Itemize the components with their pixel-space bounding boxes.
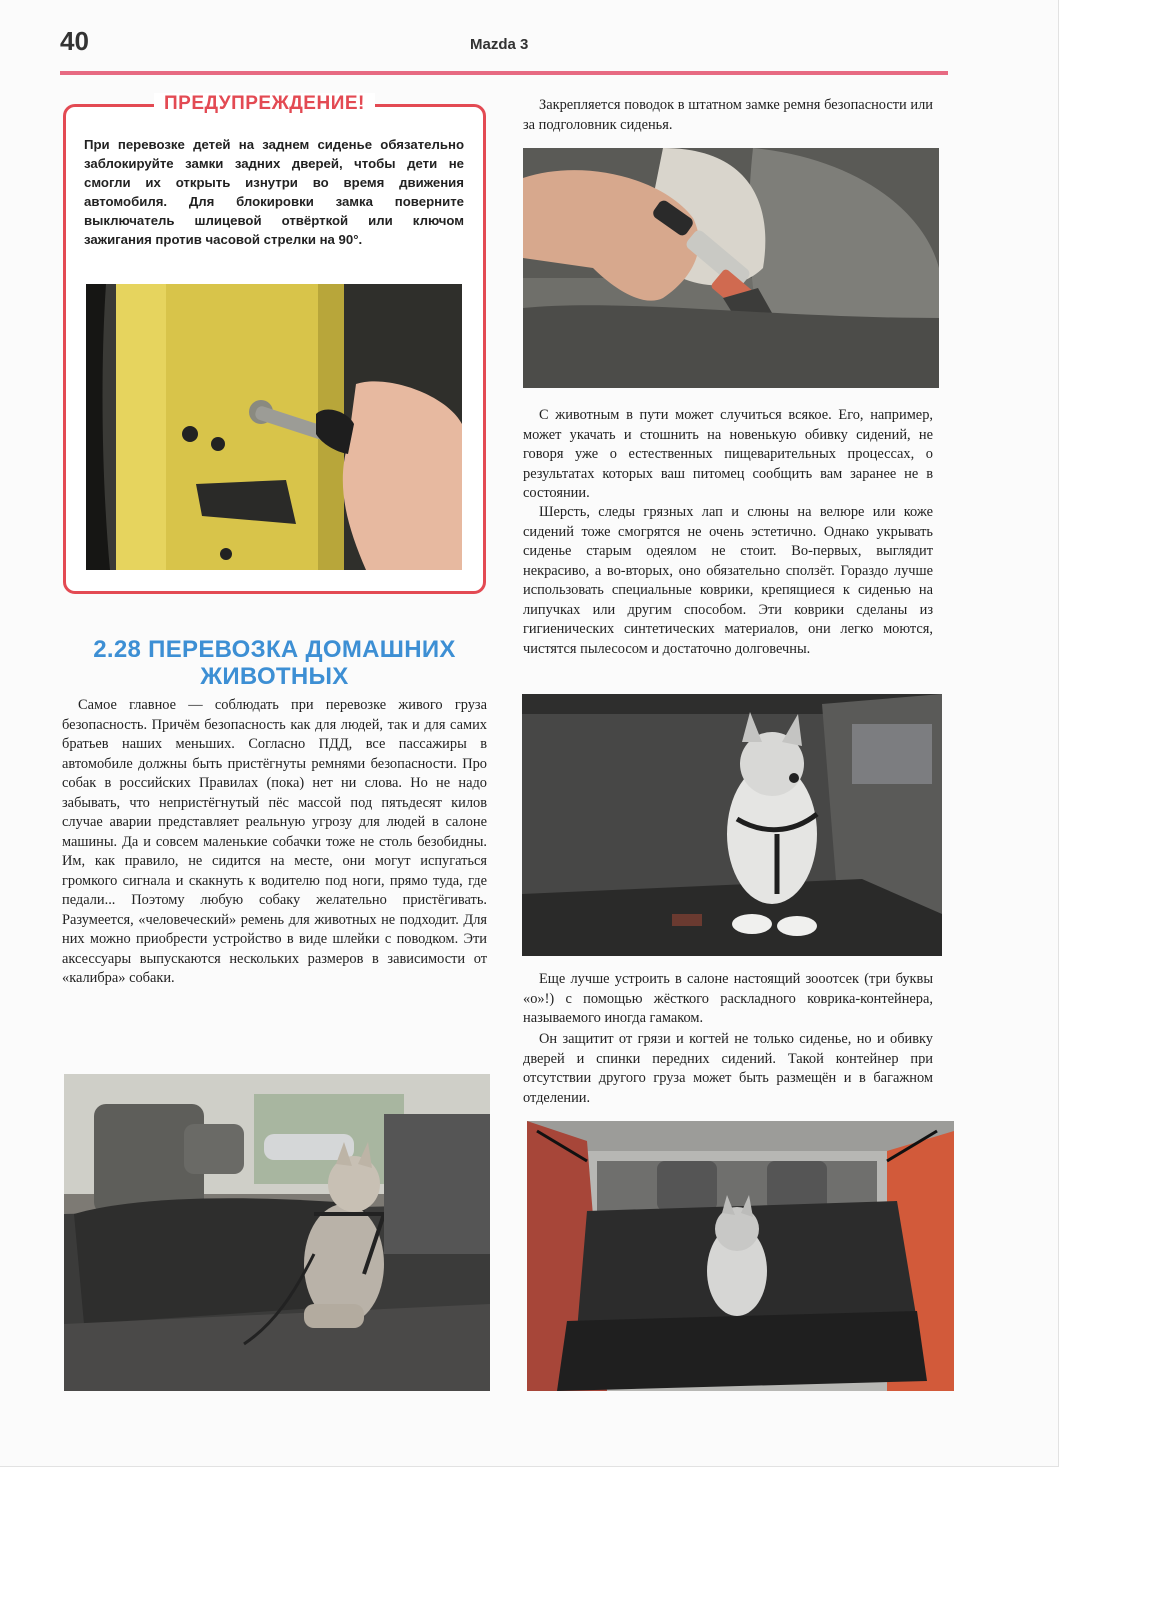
paragraph-text: Закрепляется поводок в штатном замке ремня безопасности или за подголовник сиденья.	[523, 97, 933, 133]
paragraph-text: Еще лучше устроить в салоне настоящий зооотсек (три буквы «о»!) с помощью жёсткого раскладного коврика-контейнера, называемого иногда гамаком.	[523, 971, 933, 1026]
right-paragraph-5	[523, 1030, 933, 1108]
door-lock-photo	[86, 284, 462, 570]
right-intro-text	[523, 96, 933, 135]
leash-buckle-photo	[523, 148, 939, 388]
warning-title: ПРЕДУПРЕЖДЕНИЕ!	[154, 93, 375, 115]
warning-box	[63, 93, 486, 594]
paragraph-text: С животным в пути может случиться всякое. Его, например, может укачать и стошнить на новенькую обивку сидений, не говоря уже о естественных пищеварительных процессах, о результатах которых ваш питомец сообщить вам заранее не в состоянии.	[523, 407, 933, 501]
right-paragraph-4	[523, 970, 933, 1029]
paragraph-text: Шерсть, следы грязных лап и слюны на велюре или коже сидений тоже смогрятся не очень эстетично. Однако укрывать сиденье старым одеялом не стоит. Во-первых, выглядит некрасиво, а во-вторых, оно обязательно сползёт. Гораздо лучше использовать специальные коврики, крепящиеся к сиденью на липучках или другим способом. Эти коврики сделаны из гигиенических синтетических материалов, они легко моются, чистятся пылесосом и достаточно долговечны.	[523, 504, 933, 657]
paragraph-text: Самое главное — соблюдать при перевозке живого груза безопасность. Причём безопасность как для людей, так и для самих братьев наших меньших. Согласно ПДД, все пассажиры в автомобиле должны быть пристёгнуты ремнями безопасности. Про собак в российских Правилах (пока) нет ни слова. Но не надо забывать, что непристёгнутый пёс массой под пятьдесят килов случае аварии представляет реальную угрозу для людей в салоне машины. Да и совсем маленькие собачки тоже не столь безобидны. Им, как правило, не сидится на месте, они могут испугаться громкого сигнала и скакнуть к водителю под ноги, прямо туда, где педали... Поэтому любую собаку желательно пристёгивать. Разумеется, «человеческий» ремень для животных не подходит. Для них можно приобрести устройство в виде шлейки с поводком. Эти аксессуары выпускаются нескольких размеров в зависимости от «калибра» собаки.	[62, 697, 487, 986]
header-title: Mazda 3	[470, 36, 529, 53]
page-number: 40	[60, 26, 89, 56]
paragraph-text: Он защитит от грязи и когтей не только сиденье, но и обивку дверей и спинки передних сидений. Такой контейнер при отсутствии другого груза может быть размещён и в багажном отделении.	[523, 1031, 933, 1106]
hammock-container-photo	[527, 1121, 954, 1391]
seat-cover-photo	[522, 694, 942, 956]
dog-rear-seat-photo	[64, 1074, 490, 1391]
right-paragraph-3	[523, 503, 933, 659]
right-paragraph-2	[523, 406, 933, 504]
warning-text: При перевозке детей на заднем сиденье обязательно заблокируйте замки задних дверей, чтобы дети не смогли их открыть изнутри во время движения автомобиля. Для блокировки замка поверните выключатель шлицевой отвёрткой или ключом зажигания против часовой стрелки на 90°.	[84, 137, 464, 247]
section-paragraph-1	[62, 696, 487, 989]
header-rule	[60, 71, 948, 75]
section-heading: 2.28 ПЕРЕВОЗКА ДОМАШНИХ ЖИВОТНЫХ	[93, 636, 456, 690]
